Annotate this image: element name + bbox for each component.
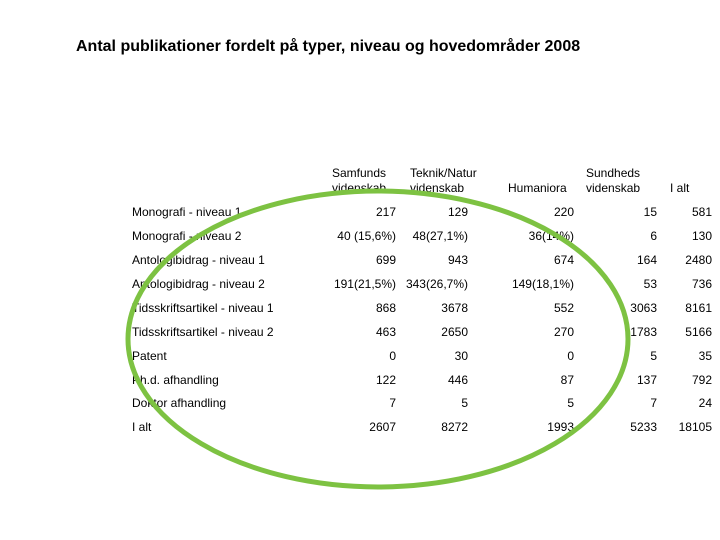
table-cell: 2650 [441, 325, 468, 339]
table-cell: 3063 [630, 301, 657, 315]
column-header-teknik-natur [410, 166, 477, 196]
column-header-line2: videnskab [586, 181, 641, 195]
table-cell: 0 [389, 349, 396, 363]
column-header-samfunds [332, 166, 386, 196]
table-cell: 792 [691, 373, 712, 387]
table-cell: 191(21,5%) [333, 277, 396, 291]
table-cell: 18105 [678, 420, 712, 434]
table-cell: 699 [375, 253, 396, 267]
column-header-i-alt [670, 181, 689, 196]
table-cell: 87 [560, 373, 574, 387]
column-header-line1: Samfunds [332, 166, 387, 180]
row-label: Monografi - niveau 2 [132, 229, 242, 243]
table-cell: 15 [643, 205, 657, 219]
table-cell: 137 [636, 373, 657, 387]
table-cell: 8272 [441, 420, 468, 434]
column-header-line1: Teknik/Natur [410, 166, 477, 180]
row-label: I alt [132, 420, 152, 434]
table-cell: 6 [650, 229, 657, 243]
row-label: Ph.d. afhandling [132, 373, 219, 387]
column-header-line2: I alt [670, 181, 690, 195]
table-cell: 5 [650, 349, 657, 363]
table-cell: 868 [375, 301, 396, 315]
row-label: Tidsskriftsartikel - niveau 1 [132, 301, 274, 315]
column-header-line1: Sundheds [586, 166, 641, 180]
table-cell: 463 [375, 325, 396, 339]
table-cell: 2607 [369, 420, 396, 434]
table-cell: 7 [650, 396, 657, 410]
row-label: Monografi - niveau 1 [132, 205, 242, 219]
page-title: Antal publikationer fordelt på typer, niveau og hovedområder 2008 [76, 38, 581, 55]
table-cell: 5166 [685, 325, 712, 339]
table-cell: 35 [698, 349, 712, 363]
column-header-humaniora [508, 181, 567, 196]
table-cell: 7 [389, 396, 396, 410]
column-header-line2: videnskab [410, 181, 465, 195]
table-cell: 36(14%) [528, 229, 574, 243]
table-cell: 674 [553, 253, 574, 267]
column-header-line2: videnskab [332, 181, 387, 195]
table-cell: 343(26,7%) [405, 277, 468, 291]
table-cell: 149(18,1%) [511, 277, 574, 291]
table-cell: 5 [461, 396, 468, 410]
row-label: Doktor afhandling [132, 396, 227, 410]
table-cell: 30 [454, 349, 468, 363]
table-cell: 1783 [630, 325, 657, 339]
table-cell: 5233 [630, 420, 657, 434]
table-cell: 220 [553, 205, 574, 219]
column-header-line2: Humaniora [508, 181, 567, 195]
table-cell: 446 [447, 373, 468, 387]
table-cell: 552 [553, 301, 574, 315]
row-label: Antologibidrag - niveau 1 [132, 253, 265, 267]
table-cell: 0 [567, 349, 574, 363]
table-cell: 40 (15,6%) [337, 229, 396, 243]
table-cell: 5 [567, 396, 574, 410]
row-label: Patent [132, 349, 167, 363]
table-cell: 53 [643, 277, 657, 291]
row-label: Antologibidrag - niveau 2 [132, 277, 265, 291]
table-cell: 8161 [685, 301, 712, 315]
table-cell: 164 [636, 253, 657, 267]
table-cell: 581 [691, 205, 712, 219]
table-cell: 48(27,1%) [412, 229, 468, 243]
table-cell: 24 [698, 396, 712, 410]
row-label: Tidsskriftsartikel - niveau 2 [132, 325, 274, 339]
column-header-sundheds [586, 166, 640, 196]
table-cell: 129 [447, 205, 468, 219]
table-cell: 130 [691, 229, 712, 243]
table-cell: 3678 [441, 301, 468, 315]
table-cell: 122 [375, 373, 396, 387]
table-cell: 217 [375, 205, 396, 219]
table-cell: 1993 [547, 420, 574, 434]
table-cell: 270 [553, 325, 574, 339]
table-cell: 943 [447, 253, 468, 267]
table-cell: 736 [691, 277, 712, 291]
table-cell: 2480 [685, 253, 712, 267]
